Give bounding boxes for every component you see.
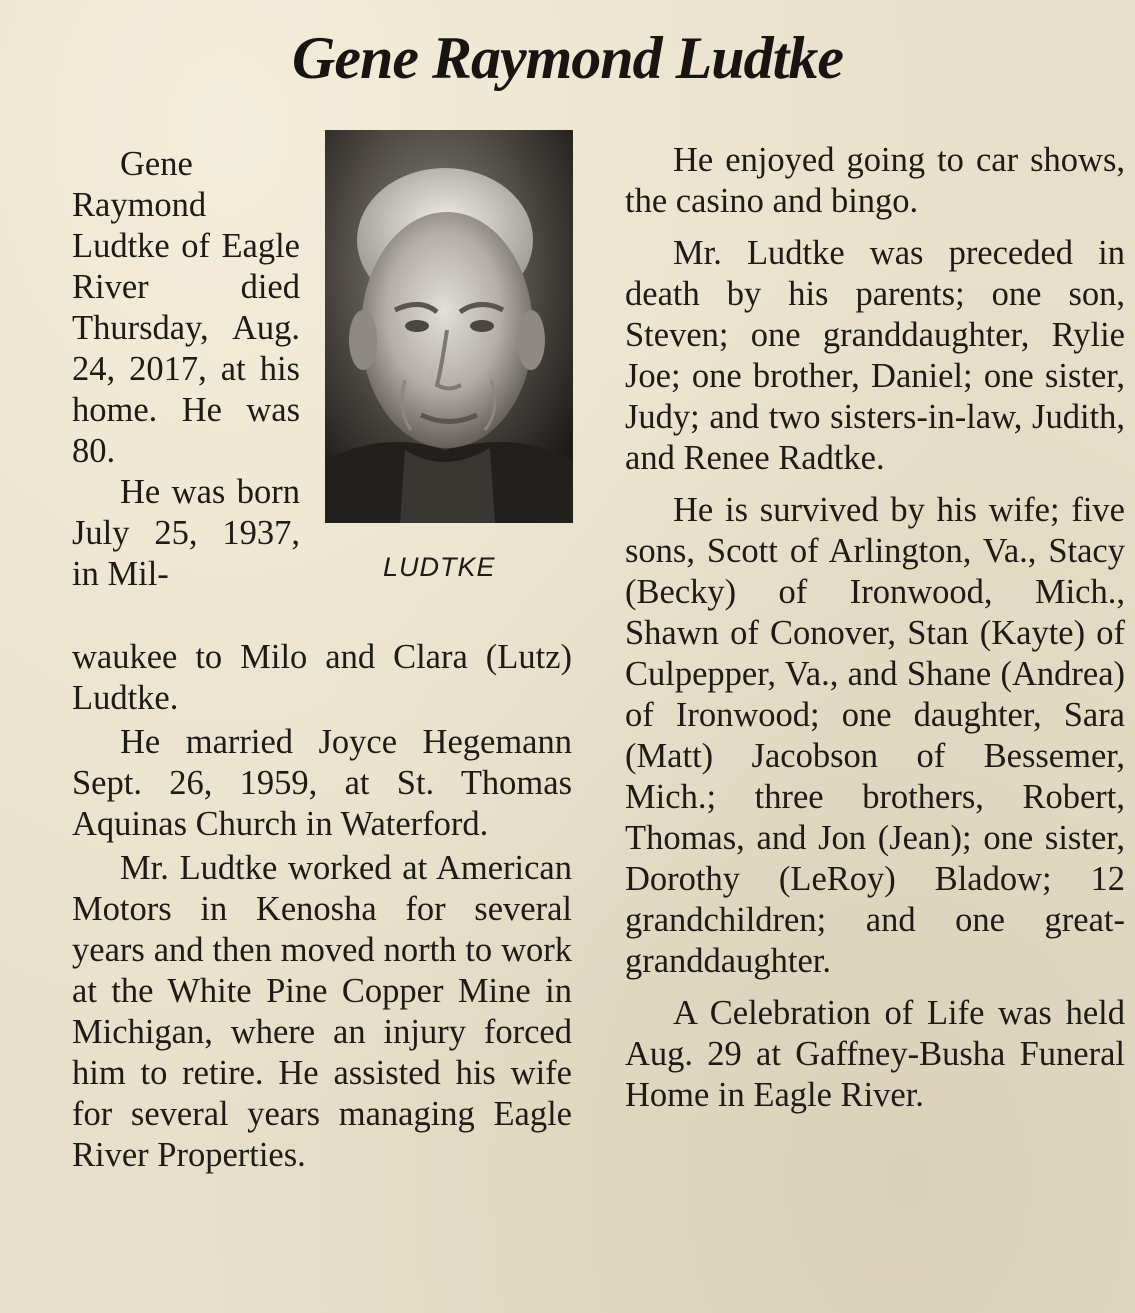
portrait-photo — [325, 130, 573, 523]
paragraph-marriage: He married Joyce Hegemann Sept. 26, 1959, at St. Thomas Aquinas Church in Waterford. — [72, 723, 572, 843]
paragraph-birth: He was born July 25, 1937, in Mil- — [72, 473, 300, 593]
left-column — [72, 637, 572, 1179]
paragraph-celebration: A Celebration of Life was held Aug. 29 at Gaffney-Busha Funeral Home in Eagle River. — [625, 994, 1125, 1114]
paragraph-hobbies: He enjoyed going to car shows, the casino and bingo. — [625, 141, 1125, 220]
paragraph-career: Mr. Ludtke worked at American Motors in Kenosha for several years and then moved north to work at the White Pine Copper Mine in Michigan, where an injury forced him to retire. He assisted his wife for several years managing Eagle River Properties. — [72, 849, 572, 1174]
paragraph-preceded: Mr. Ludtke was preceded in death by his parents; one son, Steven; one granddaughter, Rylie Joe; one brother, Daniel; one sister, Judy; and two sisters-in-law, Judith, and Renee Radtke. — [625, 234, 1125, 477]
right-column — [625, 140, 1125, 1127]
left-column-wrapped-text — [72, 144, 300, 595]
paragraph-survived: He is survived by his wife; five sons, Scott of Arlington, Va., Stacy (Becky) of Ironwood, Mich., Shawn of Conover, Stan (Kayte) of Culpepper, Va., and Shane (Andrea) of Ironwood; one daughter, Sara (Matt) Jacobson of Bessemer, Mich.; three brothers, Robert, Thomas, and Jon (Jean); one sister, Dorothy (LeRoy) Bladow; 12 grandchildren; and one great-granddaughter. — [625, 491, 1125, 980]
photo-caption: LUDTKE — [383, 552, 496, 582]
obituary-title: Gene Raymond Ludtke — [292, 25, 843, 91]
paragraph-birth-continued: waukee to Milo and Clara (Lutz) Ludtke. — [72, 638, 572, 717]
paragraph-death-notice: Gene Raymond Ludtke of Eagle River died Thursday, Aug. 24, 2017, at his home. He was 80. — [72, 145, 300, 470]
